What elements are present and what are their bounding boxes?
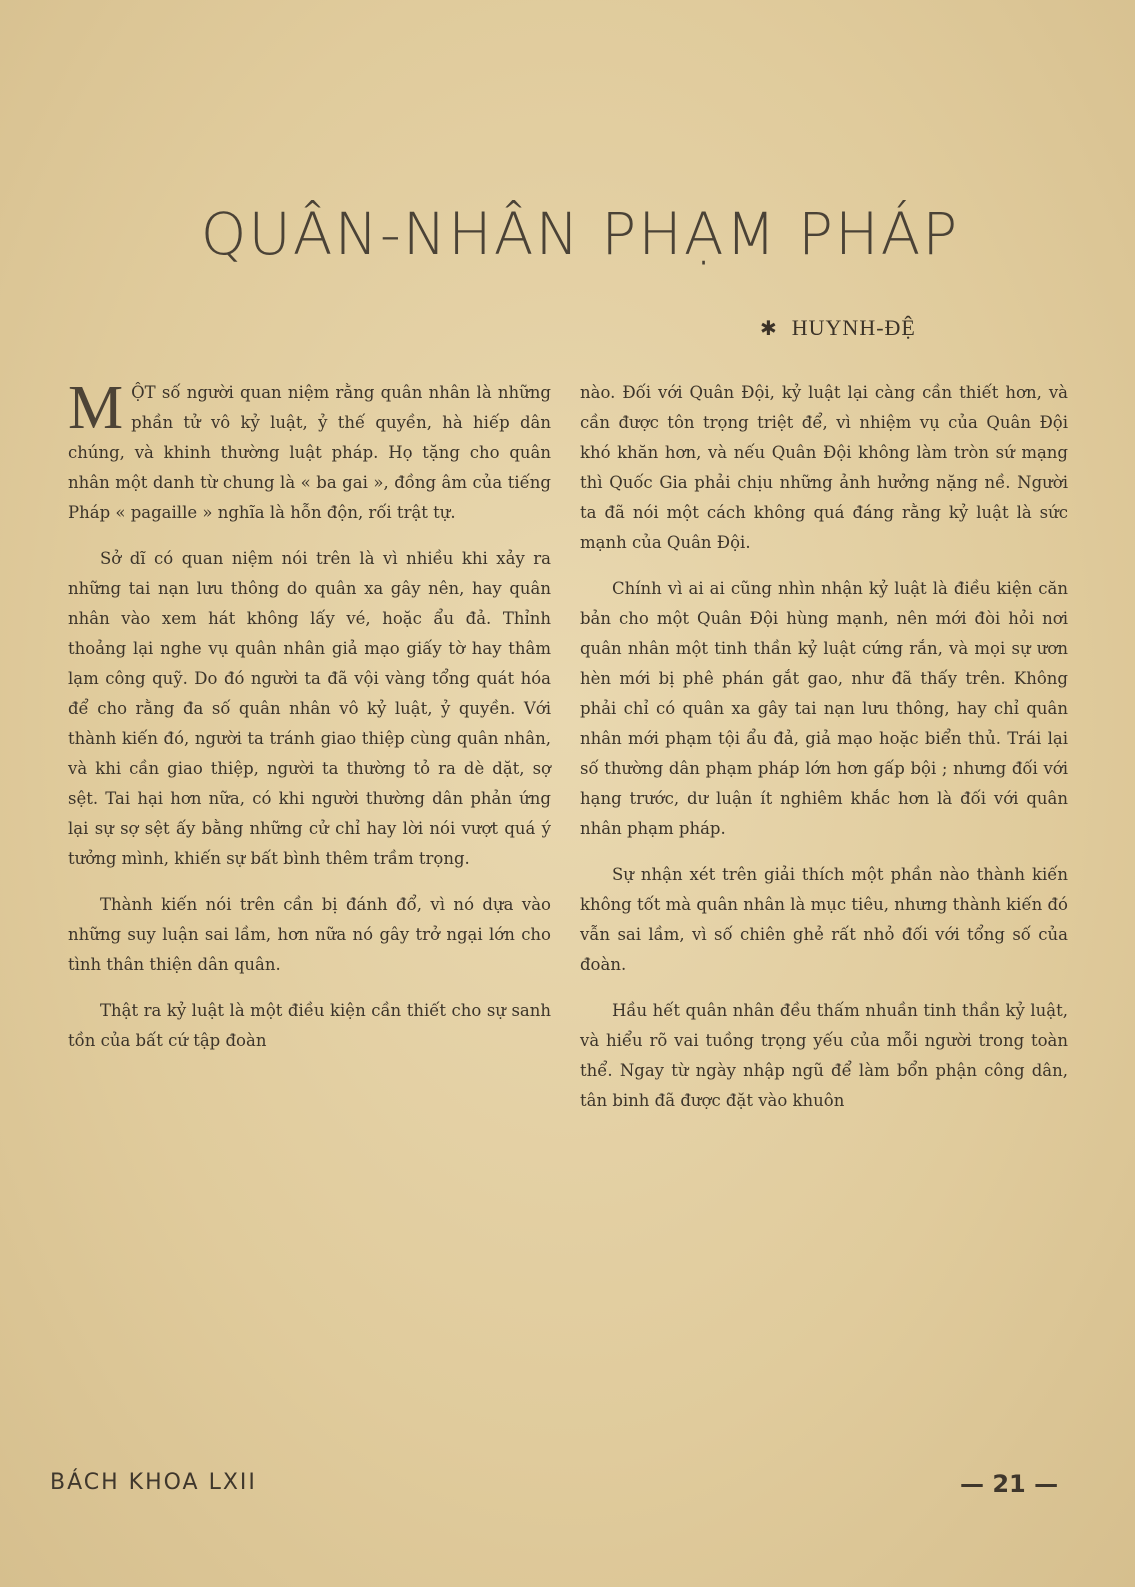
paragraph: Sự nhận xét trên giải thích một phần nào thành kiến không tốt mà quân nhân là mục tiêu, nhưng thành kiến đó vẫn sai lầm, vì số chiên ghẻ rất nhỏ đối với tổng số của đoàn. [580, 865, 1068, 974]
left-column [68, 374, 551, 1072]
paragraph [68, 374, 551, 528]
drop-cap: M [68, 374, 124, 442]
paragraph: Thành kiến nói trên cần bị đánh đổ, vì nó dựa vào những suy luận sai lầm, hơn nữa nó gây trở ngại lớn cho tình thân thiện dân quân. [68, 895, 551, 974]
paragraph-text: ỘT số người quan niệm rằng quân nhân là những phần tử vô kỷ luật, ỷ thế quyền, hà hiếp dân chúng, và khinh thường luật pháp. Họ tặng cho quân nhân một danh từ chung là « ba gai », đồng âm của tiếng Pháp « pagaille » nghĩa là hỗn độn, rối trật tự. [68, 383, 551, 522]
paragraph: Chính vì ai ai cũng nhìn nhận kỷ luật là điều kiện căn bản cho một Quân Đội hùng mạnh, nên mới đòi hỏi nơi quân nhân một tinh thần kỷ luật cứng rắn, và mọi sự ươn hèn mới bị phê phán gắt gao, như đã thấy trên. Không phải chỉ có quân xa gây tai nạn lưu thông, hay chỉ quân nhân mới phạm tội ẩu đả, giả mạo hoặc biển thủ. Trái lại số thường dân phạm pháp lớn hơn gấp bội ; nhưng đối với hạng trước, dư luận ít nghiêm khắc hơn là đối với quân nhân phạm pháp. [580, 579, 1068, 838]
right-column [580, 378, 1068, 1132]
paragraph: Sở dĩ có quan niệm nói trên là vì nhiều khi xảy ra những tai nạn lưu thông do quân xa gây nên, hay quân nhân vào xem hát không lấy vé, hoặc ẩu đả. Thỉnh thoảng lại nghe vụ quân nhân giả mạo giấy tờ hay thâm lạm công quỹ. Do đó người ta đã vội vàng tổng quát hóa để cho rằng đa số quân nhân vô kỷ luật, ỷ quyền. Với thành kiến đó, người ta tránh giao thiệp cùng quân nhân, và khi cần giao thiệp, người ta thường tỏ ra dè dặt, sợ sệt. Tai hại hơn nữa, có khi người thường dân phản ứng lại sự sợ sệt ấy bằng những cử chỉ hay lời nói vượt quá ý tưởng mình, khiến sự bất bình thêm trầm trọng. [68, 549, 551, 868]
page-number: — 21 — [960, 1470, 1059, 1498]
article-title: QUÂN-NHÂN PHẠM PHÁP [200, 200, 960, 268]
paragraph: nào. Đối với Quân Đội, kỷ luật lại càng cần thiết hơn, và cần được tôn trọng triệt để, vì nhiệm vụ của Quân Đội khó khăn hơn, và nếu Quân Đội không làm tròn sứ mạng thì Quốc Gia phải chịu những ảnh hưởng nặng nề. Người ta đã nói một cách không quá đáng rằng kỷ luật là sức mạnh của Quân Đội. [580, 383, 1068, 552]
magazine-name: BÁCH KHOA LXII [50, 1470, 257, 1495]
paragraph: Thật ra kỷ luật là một điều kiện cần thiết cho sự sanh tồn của bất cứ tập đoàn [68, 1001, 551, 1050]
author-name: HUYNH-ĐỆ [791, 315, 916, 340]
author-byline [760, 315, 916, 341]
star-icon: ✱ [760, 318, 778, 340]
paragraph: Hầu hết quân nhân đều thấm nhuần tinh thần kỷ luật, và hiểu rõ vai tuồng trọng yếu của mỗi người trong toàn thể. Ngay từ ngày nhập ngũ để làm bổn phận công dân, tân binh đã được đặt vào khuôn [580, 1001, 1068, 1110]
